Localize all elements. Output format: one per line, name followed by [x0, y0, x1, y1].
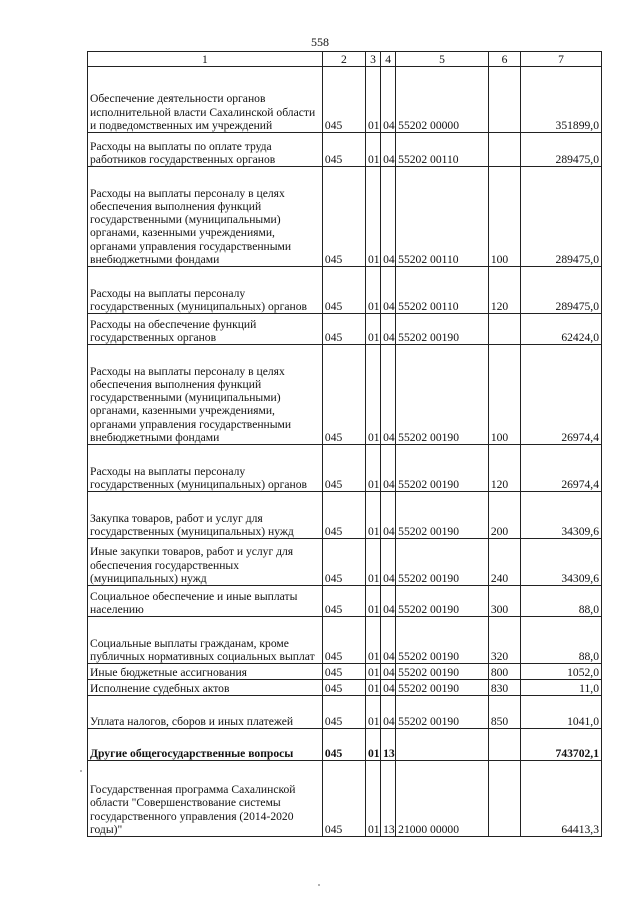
row-code-4: 04: [381, 539, 396, 586]
row-code-3: 01: [366, 492, 381, 539]
row-code-5: 55202 00110: [396, 267, 489, 314]
row-code-4: 13: [381, 761, 396, 837]
table-row: [88, 445, 602, 492]
table-row: [88, 761, 602, 837]
row-code-4: 04: [381, 133, 396, 167]
table-row: [88, 664, 602, 680]
row-description: Закупка товаров, работ и услуг для государственных (муниципальных) нужд: [88, 492, 323, 539]
row-code-3: 01: [366, 267, 381, 314]
row-code-5: 55202 00190: [396, 345, 489, 445]
row-description: Исполнение судебных актов: [88, 680, 323, 696]
row-code-6: 120: [488, 267, 520, 314]
row-amount: 289475,0: [521, 167, 602, 267]
table-body: [88, 67, 602, 837]
table-row: [88, 492, 602, 539]
row-code-5: 55202 00190: [396, 696, 489, 729]
row-code-4: 04: [381, 586, 396, 617]
row-description: Иные бюджетные ассигнования: [88, 664, 323, 680]
row-amount: 34309,6: [521, 492, 602, 539]
row-amount: 64413,3: [521, 761, 602, 837]
table-row: [88, 586, 602, 617]
row-code-3: 01: [366, 729, 381, 761]
row-amount: 1041,0: [521, 696, 602, 729]
table-row: [88, 314, 602, 345]
row-code-4: 04: [381, 314, 396, 345]
row-code-6: 300: [488, 586, 520, 617]
row-code-2: 045: [322, 492, 365, 539]
table-row: [88, 133, 602, 167]
row-code-3: 01: [366, 167, 381, 267]
row-code-2: 045: [322, 267, 365, 314]
row-code-3: 01: [366, 586, 381, 617]
row-code-6: 240: [488, 539, 520, 586]
row-description: Расходы на выплаты персоналу государственных (муниципальных) органов: [88, 445, 323, 492]
column-header: 7: [521, 52, 602, 67]
page-number: 558: [311, 35, 329, 49]
row-code-5: 55202 00110: [396, 167, 489, 267]
row-code-3: 01: [366, 314, 381, 345]
row-code-3: 01: [366, 445, 381, 492]
row-code-3: 01: [366, 539, 381, 586]
column-header: 1: [88, 52, 323, 67]
table-row: [88, 167, 602, 267]
row-code-3: 01: [366, 680, 381, 696]
column-header: 5: [396, 52, 489, 67]
row-code-2: 045: [322, 67, 365, 133]
row-code-2: 045: [322, 445, 365, 492]
row-description: Другие общегосударственные вопросы: [88, 729, 323, 761]
row-code-6: [488, 67, 520, 133]
row-code-6: 120: [488, 445, 520, 492]
row-code-6: 200: [488, 492, 520, 539]
row-code-2: 045: [322, 696, 365, 729]
row-description: Социальное обеспечение и иные выплаты населению: [88, 586, 323, 617]
table-row: [88, 539, 602, 586]
row-code-5: 55202 00190: [396, 445, 489, 492]
row-description: Расходы на выплаты персоналу в целях обеспечения выполнения функций государственными (муниципальными) органами, казенными учреждениями, органами управления государственными внебюджетными фондами: [88, 345, 323, 445]
row-code-6: 100: [488, 167, 520, 267]
scan-speck: [80, 770, 82, 772]
row-code-4: 04: [381, 680, 396, 696]
row-description: Расходы на обеспечение функций государственных органов: [88, 314, 323, 345]
table-row: [88, 680, 602, 696]
row-description: Обеспечение деятельности органов исполнительной власти Сахалинской области и подведомственных им учреждений: [88, 67, 323, 133]
row-code-4: 13: [381, 729, 396, 761]
column-header: 2: [322, 52, 365, 67]
row-code-5: 55202 00190: [396, 314, 489, 345]
table-row: [88, 696, 602, 729]
row-amount: 289475,0: [521, 267, 602, 314]
row-code-6: [488, 761, 520, 837]
row-code-2: 045: [322, 680, 365, 696]
row-amount: 289475,0: [521, 133, 602, 167]
row-code-2: 045: [322, 314, 365, 345]
row-code-5: 55202 00110: [396, 133, 489, 167]
row-amount: 743702,1: [521, 729, 602, 761]
row-code-3: 01: [366, 761, 381, 837]
row-description: Расходы на выплаты по оплате труда работников государственных органов: [88, 133, 323, 167]
row-code-4: 04: [381, 67, 396, 133]
row-code-4: 04: [381, 345, 396, 445]
table-row: [88, 267, 602, 314]
row-description: Расходы на выплаты персоналу в целях обеспечения выполнения функций государственными (муниципальными) органами, казенными учреждениями, органами управления государственными внебюджетными фондами: [88, 167, 323, 267]
row-amount: 88,0: [521, 586, 602, 617]
row-description: Расходы на выплаты персоналу государственных (муниципальных) органов: [88, 267, 323, 314]
row-amount: 351899,0: [521, 67, 602, 133]
row-amount: 88,0: [521, 617, 602, 664]
table-header-row: [88, 52, 602, 67]
row-code-5: 55202 00190: [396, 586, 489, 617]
row-code-5: 55202 00190: [396, 680, 489, 696]
row-amount: 11,0: [521, 680, 602, 696]
table-row: [88, 345, 602, 445]
column-header: 3: [366, 52, 381, 67]
row-amount: 62424,0: [521, 314, 602, 345]
row-code-6: 100: [488, 345, 520, 445]
row-code-4: 04: [381, 267, 396, 314]
row-amount: 26974,4: [521, 445, 602, 492]
row-description: Иные закупки товаров, работ и услуг для обеспечения государственных (муниципальных) нужд: [88, 539, 323, 586]
table-row: [88, 617, 602, 664]
row-code-5: 55202 00190: [396, 539, 489, 586]
row-code-2: 045: [322, 761, 365, 837]
row-code-5: 55202 00190: [396, 617, 489, 664]
row-code-4: 04: [381, 617, 396, 664]
row-description: Уплата налогов, сборов и иных платежей: [88, 696, 323, 729]
row-code-2: 045: [322, 586, 365, 617]
row-code-3: 01: [366, 664, 381, 680]
row-code-2: 045: [322, 664, 365, 680]
row-amount: 34309,6: [521, 539, 602, 586]
row-code-5: 55202 00190: [396, 664, 489, 680]
row-code-4: 04: [381, 664, 396, 680]
row-code-5: 55202 00190: [396, 492, 489, 539]
row-code-6: [488, 133, 520, 167]
column-header: 6: [488, 52, 520, 67]
row-code-4: 04: [381, 492, 396, 539]
row-code-2: 045: [322, 345, 365, 445]
row-code-6: 830: [488, 680, 520, 696]
row-code-6: 850: [488, 696, 520, 729]
scan-speck: [318, 884, 320, 886]
row-amount: 1052,0: [521, 664, 602, 680]
row-description: Социальные выплаты гражданам, кроме публичных нормативных социальных выплат: [88, 617, 323, 664]
budget-table: [87, 51, 602, 837]
row-code-2: 045: [322, 539, 365, 586]
row-code-4: 04: [381, 167, 396, 267]
row-code-4: 04: [381, 445, 396, 492]
row-code-6: [488, 314, 520, 345]
row-code-6: 320: [488, 617, 520, 664]
row-code-2: 045: [322, 167, 365, 267]
row-code-3: 01: [366, 696, 381, 729]
row-code-4: 04: [381, 696, 396, 729]
row-amount: 26974,4: [521, 345, 602, 445]
row-code-2: 045: [322, 617, 365, 664]
column-header: 4: [381, 52, 396, 67]
row-code-5: 55202 00000: [396, 67, 489, 133]
row-code-5: 21000 00000: [396, 761, 489, 837]
row-description: Государственная программа Сахалинской области "Совершенствование системы государственного управления (2014-2020 годы)": [88, 761, 323, 837]
row-code-3: 01: [366, 133, 381, 167]
row-code-5: [396, 729, 489, 761]
row-code-6: 800: [488, 664, 520, 680]
row-code-3: 01: [366, 617, 381, 664]
row-code-2: 045: [322, 133, 365, 167]
row-code-6: [488, 729, 520, 761]
row-code-3: 01: [366, 67, 381, 133]
table-row: [88, 729, 602, 761]
table-row: [88, 67, 602, 133]
row-code-2: 045: [322, 729, 365, 761]
row-code-3: 01: [366, 345, 381, 445]
